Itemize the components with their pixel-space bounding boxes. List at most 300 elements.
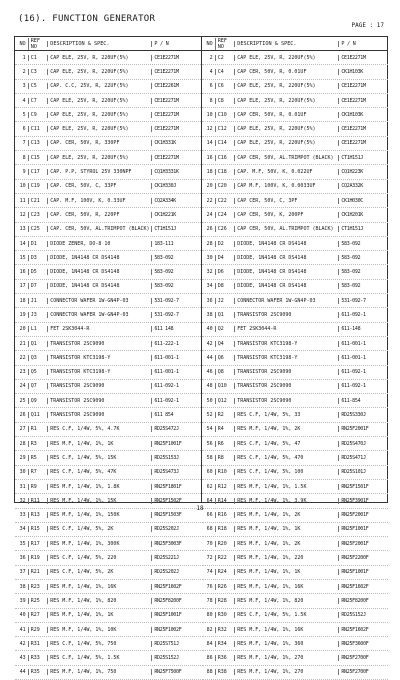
cell-ref: Q11 (28, 412, 48, 418)
cell-no: 14 (19, 240, 26, 247)
cell-no: 23 (19, 369, 26, 376)
cell-desc: DIODE, 1N4148 CR DS4148 (234, 255, 338, 261)
cell-ref: R9 (28, 484, 48, 490)
cell-pn: RN25F8200F (151, 598, 201, 604)
cell-pn: RN25F1501F (338, 484, 388, 490)
cell-pn: RD25S473J (151, 469, 201, 475)
cell-desc: CAP. P.P, STYROL 25V 330NPF (47, 169, 151, 175)
cell-pn: RN25F1801F (151, 484, 201, 490)
cell-desc: RES C.F, 1/4W, 5%, 100 (234, 469, 338, 475)
cell-pn: RN25F2200F (338, 555, 388, 561)
cell-desc: RES M.F, 1/4W, 1%, 1K (47, 441, 151, 447)
cell-ref: C12 (215, 126, 235, 132)
cell-pn: 611-222-1 (151, 341, 201, 347)
cell-no: 22 (206, 197, 213, 204)
cell-no: 19 (19, 311, 26, 318)
cell-pn: RN25F7500F (151, 669, 201, 675)
cell-no: 80 (206, 612, 213, 619)
cell-no: 25 (19, 397, 26, 404)
cell-desc: RES C.F, 1/4W, 5%, 470 (234, 455, 338, 461)
table-row (202, 523, 388, 537)
cell-desc: CAP CER, 50V, C, 3PF (234, 198, 338, 204)
cell-no: 16 (206, 154, 213, 161)
cell-pn: RN25F1503F (151, 512, 201, 518)
table-row (15, 165, 201, 179)
cell-no: 10 (206, 111, 213, 118)
table-row (202, 666, 388, 680)
cell-desc: TRANSISTOR 2SC9090 (47, 383, 151, 389)
cell-no: 29 (19, 454, 26, 461)
cell-desc: RES C.F, 1/4W, 5%, 47 (234, 441, 338, 447)
cell-desc: RES C.F, 1/4W, 5%, 2K (47, 569, 151, 575)
table-row (202, 566, 388, 580)
cell-ref: D6 (215, 269, 235, 275)
cell-no: 7 (22, 140, 26, 147)
cell-no: 32 (206, 269, 213, 276)
cell-desc: DIODE, 1N4148 CR DS4148 (47, 283, 151, 289)
cell-pn: 583-092 (151, 255, 201, 261)
cell-no: 18 (19, 297, 26, 304)
cell-pn: RN25F2001F (338, 512, 388, 518)
cell-no: 24 (19, 383, 26, 390)
table-row (15, 366, 201, 380)
cell-desc: RES M.F, 1/4W, 1%, 270 (234, 669, 338, 675)
left-column-table (15, 37, 202, 676)
cell-ref: D4 (215, 255, 235, 261)
table-row (202, 537, 388, 551)
cell-no: 82 (206, 626, 213, 633)
cell-ref: C26 (215, 226, 235, 232)
cell-pn: RD25S472J (151, 426, 201, 432)
cell-no: 86 (206, 655, 213, 662)
cell-no: 66 (206, 512, 213, 519)
cell-no: 9 (22, 169, 26, 176)
cell-desc: RES M.F, 1/4W, 1%, 1.8K (47, 484, 151, 490)
cell-ref: Q12 (215, 398, 235, 404)
cell-no: 43 (19, 655, 26, 662)
cell-no: 12 (206, 126, 213, 133)
table-row (15, 580, 201, 594)
cell-desc: CAP. M.F, 50V, K, 0.022UF (234, 169, 338, 175)
table-row (15, 451, 201, 465)
cell-desc: RES C.F, 1/4W, 5%, 15K (47, 455, 151, 461)
page-label: PAGE : 17 (351, 22, 384, 29)
cell-desc: RES C.F, 1/4W, 5%, 1.5K (234, 612, 338, 618)
cell-ref: R25 (28, 598, 48, 604)
table-row (15, 337, 201, 351)
table-row (15, 609, 201, 623)
cell-pn: RN25F1502F (151, 498, 201, 504)
cell-no: 13 (19, 226, 26, 233)
table-row (15, 137, 201, 151)
table-row (15, 294, 201, 308)
table-row (15, 380, 201, 394)
cell-ref: C18 (215, 169, 235, 175)
cell-ref: C22 (215, 198, 235, 204)
cell-ref: C5 (28, 83, 48, 89)
cell-ref: R12 (215, 484, 235, 490)
table-row (202, 609, 388, 623)
cell-no: 44 (19, 669, 26, 676)
cell-ref: R18 (215, 526, 235, 532)
cell-ref: R35 (28, 669, 48, 675)
cell-pn: RN25F2001F (338, 426, 388, 432)
cell-no: 18 (206, 169, 213, 176)
cell-ref: C14 (215, 140, 235, 146)
cell-desc: RES M.F, 1/4W, 1%, 16K (234, 584, 338, 590)
cell-ref: R33 (28, 655, 48, 661)
cell-ref: Q5 (28, 369, 48, 375)
cell-pn: CK1H201K (338, 212, 388, 218)
cell-pn: 583-092 (338, 269, 388, 275)
cell-ref: C3 (28, 69, 48, 75)
cell-ref: Q10 (215, 383, 235, 389)
cell-pn: CK1H103K (338, 112, 388, 118)
cell-ref: D2 (215, 241, 235, 247)
cell-ref: R31 (28, 641, 48, 647)
table-row (202, 223, 388, 237)
cell-ref: C11 (28, 126, 48, 132)
document-title: (16). FUNCTION GENERATOR (18, 14, 156, 24)
cell-desc: CONNECTOR WAFER 1W-GN4P-03 (47, 298, 151, 304)
cell-no: 37 (19, 569, 26, 576)
cell-pn: 583-092 (338, 283, 388, 289)
cell-desc: RES M.F, 1/4W, 1%, 270 (234, 655, 338, 661)
cell-pn: 531-092-7 (151, 298, 201, 304)
cell-desc: CONNECTOR WAFER 1W-GN4P-03 (47, 312, 151, 318)
cell-desc: RES C.F, 1/4W, 5%, 47K (47, 469, 151, 475)
cell-desc: RES C.F, 1/4W, 5%, 220 (47, 555, 151, 561)
cell-ref: R24 (215, 569, 235, 575)
table-row (15, 466, 201, 480)
table-row (202, 451, 388, 465)
cell-no: 68 (206, 526, 213, 533)
cell-desc: CAP ELE, 25V, R, 220UF(5%) (47, 126, 151, 132)
cell-no: 17 (19, 283, 26, 290)
table-row (15, 208, 201, 222)
cell-ref: R6 (215, 441, 235, 447)
table-row (15, 566, 201, 580)
table-row (15, 594, 201, 608)
cell-no: 30 (19, 469, 26, 476)
cell-desc: RES M.F, 1/4W, 1%, 300K (47, 541, 151, 547)
cell-desc: CAP. CER, 50V, C, 33PF (47, 183, 151, 189)
cell-desc: CAP CER, 50V, AL.TRIMPOT (BLACK) (234, 226, 338, 232)
cell-no: 42 (206, 340, 213, 347)
cell-pn: CE1E2271M (151, 69, 201, 75)
cell-pn: CE1E2271M (151, 98, 201, 104)
cell-ref: C23 (28, 212, 48, 218)
cell-pn: RD25S221J (151, 555, 201, 561)
cell-desc: CAP ELE, 25V, R, 220UF(5%) (47, 69, 151, 75)
cell-pn: CT1H151J (338, 226, 388, 232)
cell-pn: RD25S471J (338, 455, 388, 461)
cell-pn: CT1H151J (338, 155, 388, 161)
cell-desc: TRANSISTOR KTC3198-Y (234, 355, 338, 361)
cell-pn: 611-092-1 (151, 398, 201, 404)
cell-ref: R4 (215, 426, 235, 432)
cell-desc: TRANSISTOR 2SC9090 (234, 383, 338, 389)
cell-desc: RES M.F, 1/4W, 1%, 1K (47, 612, 151, 618)
cell-ref: R23 (28, 584, 48, 590)
cell-desc: CAP ELE, 25V, R, 220UF(5%) (47, 155, 151, 161)
cell-pn: 583-092 (151, 283, 201, 289)
cell-ref: Q3 (28, 355, 48, 361)
cell-desc: CAP. M.F, 100V, K, 0.33UF (47, 198, 151, 204)
cell-no: 11 (19, 197, 26, 204)
cell-desc: RES M.F, 1/4W, 1%, 2K (234, 541, 338, 547)
cell-desc: RES M.F, 1/4W, 1%, 220 (234, 555, 338, 561)
cell-ref: D1 (28, 241, 48, 247)
table-row (15, 551, 201, 565)
cell-ref: R16 (215, 512, 235, 518)
table-row (202, 122, 388, 136)
cell-ref: Q2 (215, 326, 235, 332)
table-row (15, 623, 201, 637)
cell-desc: RES M.F, 1/4W, 1%, 750 (47, 669, 151, 675)
table-row (202, 594, 388, 608)
cell-ref: Q7 (28, 383, 48, 389)
header-ref: REF NO (215, 38, 235, 50)
cell-pn: 611 148 (151, 326, 201, 332)
cell-pn: RD25S330J (338, 412, 388, 418)
cell-ref: R5 (28, 455, 48, 461)
cell-no: 8 (22, 154, 26, 161)
table-header (15, 37, 201, 51)
cell-desc: TRANSISTOR KTC3198-Y (47, 355, 151, 361)
cell-ref: R3 (28, 441, 48, 447)
cell-no: 27 (19, 426, 26, 433)
table-row (202, 580, 388, 594)
cell-desc: CAP CER, 50V, R, 0.01UF (234, 69, 338, 75)
cell-desc: TRANSISTOR 2SC9090 (234, 312, 338, 318)
table-row (202, 237, 388, 251)
cell-pn: CQ1H3331K (151, 169, 201, 175)
cell-ref: Q1 (28, 341, 48, 347)
cell-pn: RD25S101J (338, 469, 388, 475)
cell-desc: CAP ELE, 25V, R, 220UF(5%) (47, 112, 151, 118)
cell-ref: R30 (215, 612, 235, 618)
cell-desc: RES C.F, 1/4W, 5%, 2K (47, 526, 151, 532)
cell-no: 3 (22, 83, 26, 90)
cell-no: 14 (206, 140, 213, 147)
cell-desc: CAP. CER, 50V, AL.TRIMPOT (BLACK) (47, 226, 151, 232)
cell-ref: C21 (28, 198, 48, 204)
cell-desc: TRANSISTOR 2SC9090 (47, 398, 151, 404)
cell-ref: L1 (28, 326, 48, 332)
table-row (202, 351, 388, 365)
table-row (202, 151, 388, 165)
cell-pn: 611-092-1 (338, 369, 388, 375)
cell-desc: RES M.F, 1/4W, 1%, 2K (234, 426, 338, 432)
cell-pn: CK1H221K (151, 212, 201, 218)
cell-pn: RD25S202J (151, 526, 201, 532)
cell-ref: R17 (28, 541, 48, 547)
cell-pn: CQ2A334K (151, 198, 201, 204)
cell-desc: CONNECTOR WAFER 1W-GN4P-03 (234, 298, 338, 304)
cell-ref: R26 (215, 584, 235, 590)
cell-ref: C1 (28, 55, 48, 61)
cell-ref: R38 (215, 669, 235, 675)
table-row (15, 408, 201, 422)
cell-ref: R1 (28, 426, 48, 432)
cell-no: 40 (206, 326, 213, 333)
table-row (202, 480, 388, 494)
cell-no: 22 (19, 354, 26, 361)
cell-desc: RES M.F, 1/4W, 1%, 1K (234, 526, 338, 532)
table-row (202, 337, 388, 351)
cell-no: 15 (19, 254, 26, 261)
table-row (202, 308, 388, 322)
header-no: NO (206, 40, 213, 47)
cell-ref: J3 (28, 312, 48, 318)
cell-ref: D8 (215, 283, 235, 289)
cell-ref: D7 (28, 283, 48, 289)
cell-desc: CAP ELE, 25V, R, 220UF(5%) (234, 140, 338, 146)
cell-pn: RD25S152J (338, 612, 388, 618)
table-row (15, 523, 201, 537)
table-row (202, 165, 388, 179)
cell-desc: RES M.F, 1/4W, 1%, 1.5K (234, 484, 338, 490)
table-row (202, 208, 388, 222)
table-row (15, 280, 201, 294)
cell-no: 46 (206, 369, 213, 376)
cell-no: 20 (206, 183, 213, 190)
cell-pn: CK1H331K (151, 140, 201, 146)
table-header (202, 37, 388, 51)
cell-desc: DIODE, 1N4148 CR DS4148 (234, 269, 338, 275)
cell-pn: 183-111 (151, 241, 201, 247)
cell-no: 42 (19, 640, 26, 647)
table-row (15, 265, 201, 279)
table-row (15, 94, 201, 108)
cell-pn: RD25S152J (151, 655, 201, 661)
table-row (15, 351, 201, 365)
cell-pn: CT1H151J (151, 226, 201, 232)
cell-pn: RN25F1602F (338, 584, 388, 590)
cell-no: 64 (206, 497, 213, 504)
left-table-body (15, 51, 201, 680)
cell-pn: RN25F3003F (151, 541, 201, 547)
cell-pn: 531-092-7 (338, 298, 388, 304)
cell-desc: CAP ELE, 25V, R, 220UF(5%) (47, 98, 151, 104)
cell-pn: RN25F1602F (151, 584, 201, 590)
cell-desc: DIODE, 1N4148 CR DS4148 (234, 283, 338, 289)
cell-no: 76 (206, 583, 213, 590)
cell-no: 4 (209, 68, 213, 75)
cell-ref: D3 (28, 255, 48, 261)
cell-no: 10 (19, 183, 26, 190)
cell-ref: Q9 (28, 398, 48, 404)
cell-no: 44 (206, 354, 213, 361)
cell-no: 26 (19, 412, 26, 419)
cell-pn: CE1E2271M (338, 83, 388, 89)
cell-no: 6 (209, 83, 213, 90)
cell-pn: RN25F1001F (151, 612, 201, 618)
cell-pn: 611-854 (338, 398, 388, 404)
cell-ref: C20 (215, 183, 235, 189)
cell-pn: CK1H103K (338, 69, 388, 75)
cell-pn: 611-148 (338, 326, 388, 332)
cell-no: 4 (22, 97, 26, 104)
cell-no: 8 (209, 97, 213, 104)
cell-desc: TRANSISTOR KTC3198-Y (234, 341, 338, 347)
header-desc: DESCRIPTION & SPEC. (47, 41, 151, 47)
cell-ref: R29 (28, 627, 48, 633)
cell-pn: CE1E2271M (151, 112, 201, 118)
cell-no: 38 (206, 311, 213, 318)
cell-no: 41 (19, 626, 26, 633)
table-row (202, 551, 388, 565)
table-row (202, 437, 388, 451)
cell-ref: C6 (215, 83, 235, 89)
cell-pn: RD25S470J (338, 441, 388, 447)
table-row (15, 394, 201, 408)
table-row (15, 637, 201, 651)
cell-desc: RES C.F, 1/4W, 5%, 4.7K (47, 426, 151, 432)
cell-desc: TRANSISTOR KTC3198-Y (47, 369, 151, 375)
cell-ref: Q4 (215, 341, 235, 347)
cell-pn: RN25F1001F (338, 526, 388, 532)
cell-pn: RD25S751J (151, 641, 201, 647)
table-row (202, 380, 388, 394)
cell-desc: TRANSISTOR 2SC9090 (47, 412, 151, 418)
cell-no: 38 (19, 583, 26, 590)
cell-no: 70 (206, 540, 213, 547)
cell-no: 62 (206, 483, 213, 490)
table-row (202, 651, 388, 665)
table-row (202, 280, 388, 294)
cell-pn: CE1E2271M (151, 155, 201, 161)
cell-pn: CE1E2271M (338, 126, 388, 132)
table-row (202, 394, 388, 408)
cell-no: 54 (206, 426, 213, 433)
table-row (15, 423, 201, 437)
table-row (15, 251, 201, 265)
cell-ref: C9 (28, 112, 48, 118)
cell-no: 50 (206, 397, 213, 404)
cell-ref: C24 (215, 212, 235, 218)
cell-no: 48 (206, 383, 213, 390)
cell-ref: R19 (28, 555, 48, 561)
table-row (15, 80, 201, 94)
cell-desc: RES M.F, 1/4W, 1%, 2K (234, 512, 338, 518)
cell-desc: CAP ELE, 25V, R, 220UF(5%) (47, 55, 151, 61)
cell-pn: RD25S202J (151, 569, 201, 575)
cell-pn: CE1E2271M (338, 98, 388, 104)
cell-pn: 611-001-1 (338, 355, 388, 361)
cell-desc: CAP CER, 50V, R, 0.01UF (234, 112, 338, 118)
cell-pn: 583-092 (338, 241, 388, 247)
cell-pn: CK1H330J (151, 183, 201, 189)
cell-ref: R28 (215, 598, 235, 604)
cell-pn: CQ2A332K (338, 183, 388, 189)
cell-ref: R22 (215, 555, 235, 561)
page-number: 18 (196, 505, 204, 512)
cell-desc: RES C.F, 1/4W, 5%, 1.5K (47, 655, 151, 661)
table-row (202, 623, 388, 637)
cell-pn: RN25F8200F (338, 598, 388, 604)
table-row (202, 194, 388, 208)
cell-desc: TRANSISTOR 2SC9090 (47, 341, 151, 347)
table-row (15, 237, 201, 251)
cell-ref: R7 (28, 469, 48, 475)
cell-no: 32 (19, 497, 26, 504)
table-row (202, 323, 388, 337)
cell-ref: C25 (28, 226, 48, 232)
cell-pn: 611-001-1 (338, 341, 388, 347)
table-row (15, 151, 201, 165)
